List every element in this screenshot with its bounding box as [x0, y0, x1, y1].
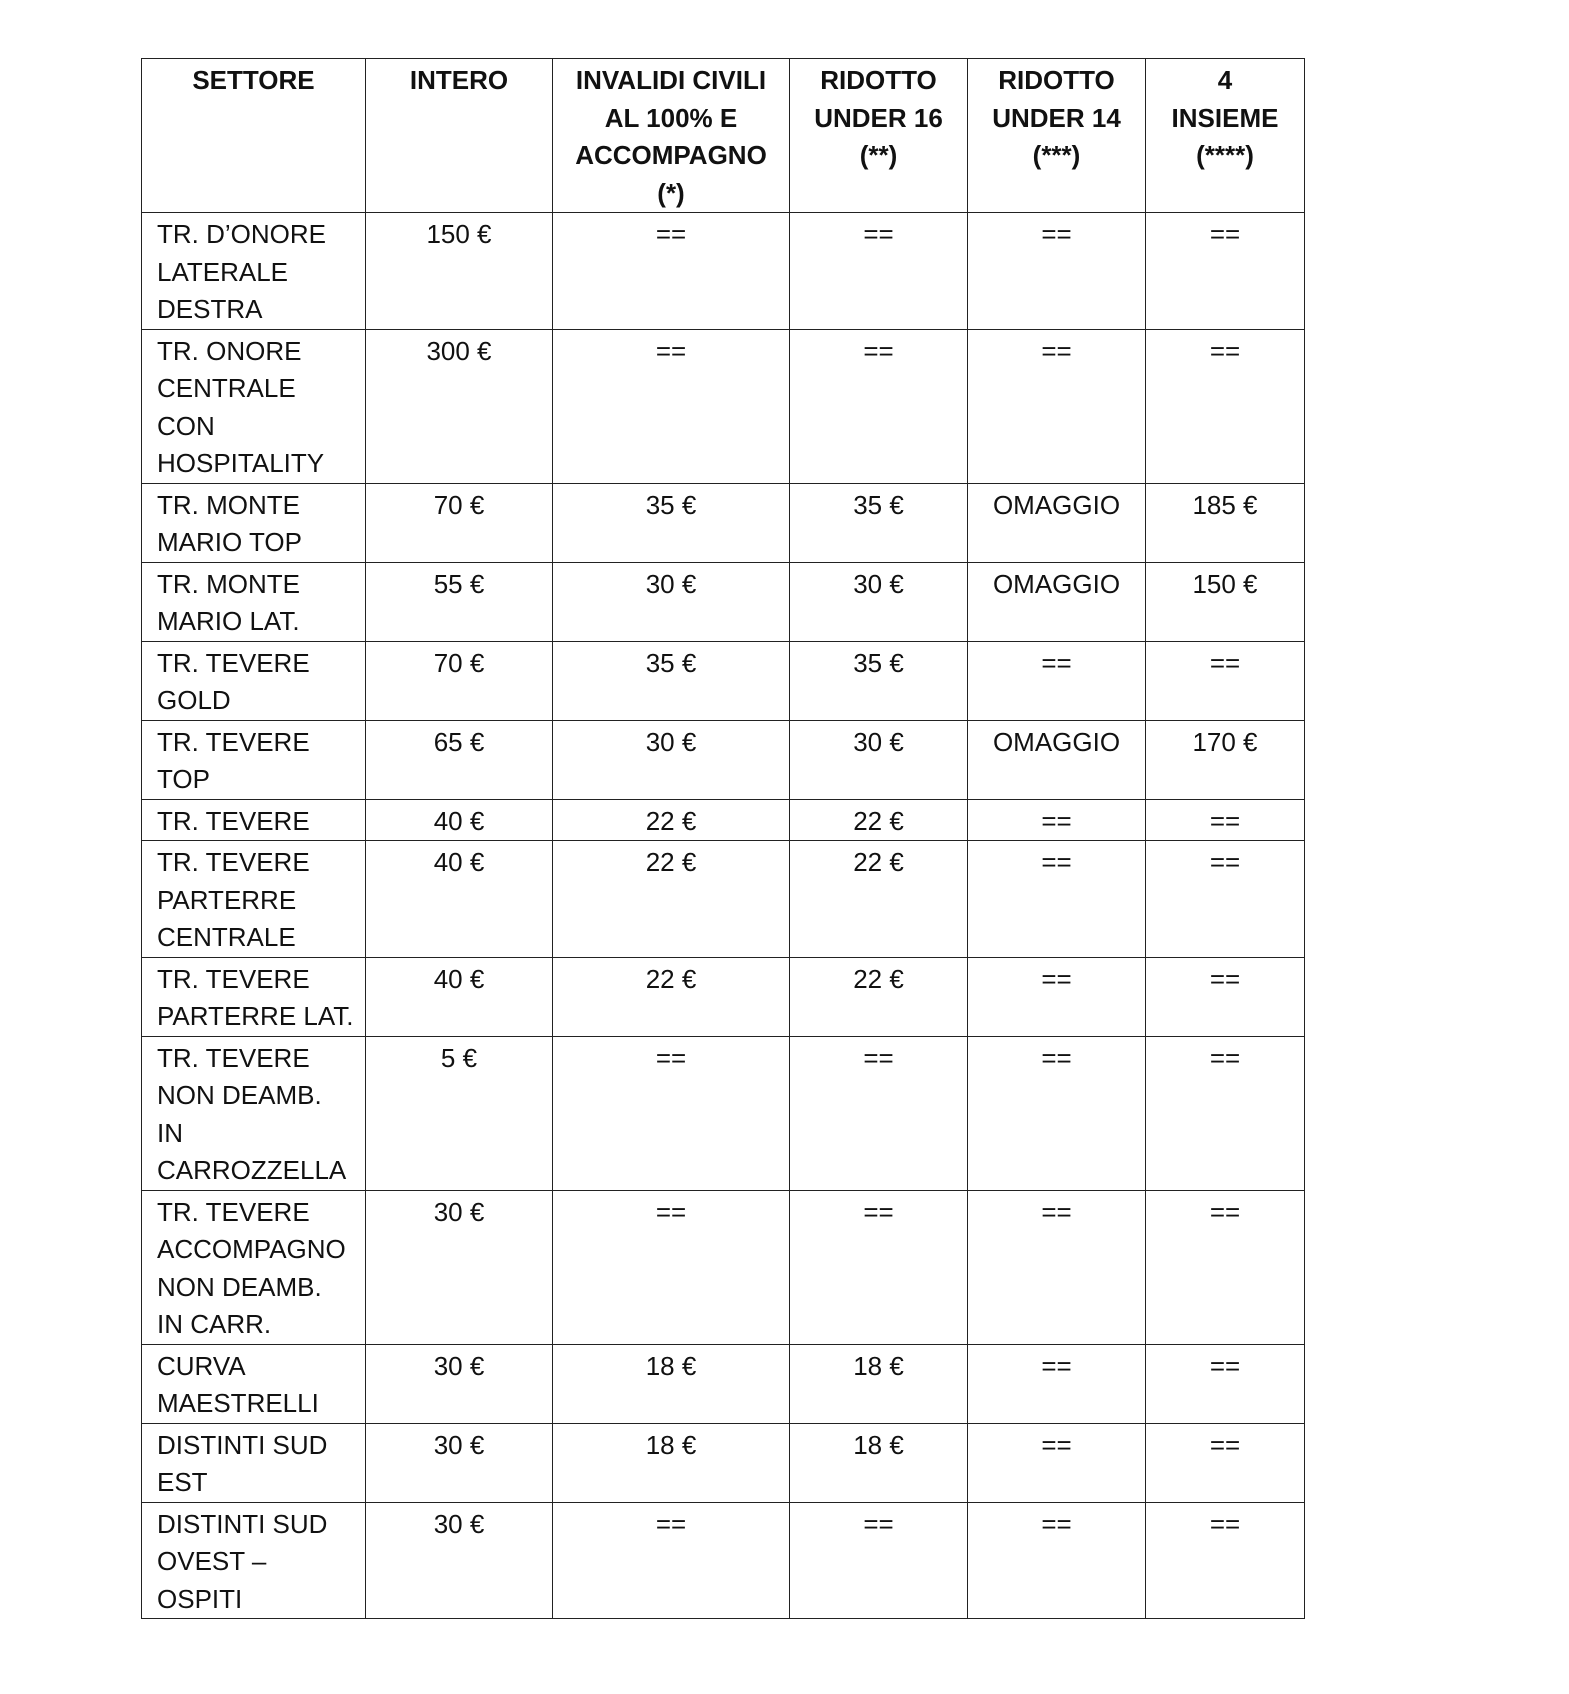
price-invalidi-cell: 35 €: [553, 641, 790, 720]
price-under16-cell: 22 €: [790, 957, 968, 1036]
price-under16-cell: ==: [790, 1190, 968, 1344]
price-intero-cell: 65 €: [366, 720, 553, 799]
price-under14-cell: ==: [968, 1502, 1146, 1619]
price-under16-cell: 35 €: [790, 483, 968, 562]
sector-cell: DISTINTI SUD EST: [142, 1423, 366, 1502]
table-row: [142, 329, 1305, 483]
table-row: [142, 1190, 1305, 1344]
price-under14-cell: ==: [968, 329, 1146, 483]
sector-cell: TR. MONTE MARIO LAT.: [142, 562, 366, 641]
price-4-insieme-cell: ==: [1146, 799, 1305, 841]
ticket-price-table: [141, 58, 1305, 1619]
table-row: [142, 1036, 1305, 1190]
price-4-insieme-cell: ==: [1146, 1036, 1305, 1190]
price-under14-cell: ==: [968, 1036, 1146, 1190]
table-row: [142, 213, 1305, 330]
price-invalidi-cell: ==: [553, 1190, 790, 1344]
column-header-invalidi-civili: INVALIDI CIVILI AL 100% E ACCOMPAGNO (*): [553, 59, 790, 213]
sector-cell: TR. TEVERE PARTERRE LAT.: [142, 957, 366, 1036]
price-intero-cell: 40 €: [366, 841, 553, 958]
sector-cell: DISTINTI SUD OVEST – OSPITI: [142, 1502, 366, 1619]
price-under16-cell: 35 €: [790, 641, 968, 720]
price-intero-cell: 30 €: [366, 1423, 553, 1502]
sector-cell: TR. TEVERE PARTERRE CENTRALE: [142, 841, 366, 958]
price-invalidi-cell: 22 €: [553, 799, 790, 841]
price-4-insieme-cell: ==: [1146, 213, 1305, 330]
column-header-4-insieme: 4 INSIEME (****): [1146, 59, 1305, 213]
column-header-ridotto-under-16: RIDOTTO UNDER 16 (**): [790, 59, 968, 213]
price-under16-cell: 18 €: [790, 1423, 968, 1502]
price-intero-cell: 30 €: [366, 1502, 553, 1619]
price-under14-cell: ==: [968, 213, 1146, 330]
price-intero-cell: 30 €: [366, 1190, 553, 1344]
sector-cell: TR. D’ONORE LATERALE DESTRA: [142, 213, 366, 330]
table-row: [142, 1344, 1305, 1423]
table-row: [142, 562, 1305, 641]
price-under14-cell: ==: [968, 957, 1146, 1036]
price-4-insieme-cell: 185 €: [1146, 483, 1305, 562]
price-intero-cell: 30 €: [366, 1344, 553, 1423]
price-intero-cell: 150 €: [366, 213, 553, 330]
column-header-intero: INTERO: [366, 59, 553, 213]
price-invalidi-cell: 22 €: [553, 841, 790, 958]
price-invalidi-cell: 35 €: [553, 483, 790, 562]
column-header-settore: SETTORE: [142, 59, 366, 213]
price-under14-cell: ==: [968, 841, 1146, 958]
price-under14-cell: ==: [968, 799, 1146, 841]
price-invalidi-cell: 30 €: [553, 562, 790, 641]
price-under16-cell: 22 €: [790, 799, 968, 841]
sector-cell: TR. TEVERE GOLD: [142, 641, 366, 720]
price-under14-cell: OMAGGIO: [968, 483, 1146, 562]
price-intero-cell: 55 €: [366, 562, 553, 641]
price-under14-cell: ==: [968, 1344, 1146, 1423]
price-under16-cell: 30 €: [790, 720, 968, 799]
price-under16-cell: 22 €: [790, 841, 968, 958]
price-invalidi-cell: 18 €: [553, 1423, 790, 1502]
price-4-insieme-cell: ==: [1146, 1423, 1305, 1502]
sector-cell: TR. ONORE CENTRALE CON HOSPITALITY: [142, 329, 366, 483]
table-row: [142, 1502, 1305, 1619]
table-row: [142, 957, 1305, 1036]
sector-cell: CURVA MAESTRELLI: [142, 1344, 366, 1423]
sector-cell: TR. MONTE MARIO TOP: [142, 483, 366, 562]
price-under16-cell: ==: [790, 213, 968, 330]
table-header-row: [142, 59, 1305, 213]
price-4-insieme-cell: ==: [1146, 1344, 1305, 1423]
price-4-insieme-cell: ==: [1146, 957, 1305, 1036]
table-row: [142, 799, 1305, 841]
price-under14-cell: ==: [968, 1423, 1146, 1502]
table-row: [142, 1423, 1305, 1502]
price-4-insieme-cell: ==: [1146, 841, 1305, 958]
table-row: [142, 483, 1305, 562]
price-4-insieme-cell: 170 €: [1146, 720, 1305, 799]
price-intero-cell: 70 €: [366, 641, 553, 720]
price-invalidi-cell: 18 €: [553, 1344, 790, 1423]
column-header-ridotto-under-14: RIDOTTO UNDER 14 (***): [968, 59, 1146, 213]
price-intero-cell: 5 €: [366, 1036, 553, 1190]
table-row: [142, 720, 1305, 799]
price-4-insieme-cell: ==: [1146, 1502, 1305, 1619]
price-invalidi-cell: ==: [553, 1036, 790, 1190]
price-invalidi-cell: ==: [553, 1502, 790, 1619]
price-intero-cell: 300 €: [366, 329, 553, 483]
price-under16-cell: ==: [790, 329, 968, 483]
price-under16-cell: ==: [790, 1502, 968, 1619]
sector-cell: TR. TEVERE TOP: [142, 720, 366, 799]
sector-cell: TR. TEVERE NON DEAMB. IN CARROZZELLA: [142, 1036, 366, 1190]
price-4-insieme-cell: ==: [1146, 641, 1305, 720]
price-under14-cell: ==: [968, 1190, 1146, 1344]
price-invalidi-cell: 30 €: [553, 720, 790, 799]
price-invalidi-cell: ==: [553, 329, 790, 483]
price-4-insieme-cell: ==: [1146, 1190, 1305, 1344]
price-under14-cell: OMAGGIO: [968, 562, 1146, 641]
price-under14-cell: OMAGGIO: [968, 720, 1146, 799]
sector-cell: TR. TEVERE: [142, 799, 366, 841]
price-4-insieme-cell: ==: [1146, 329, 1305, 483]
price-invalidi-cell: ==: [553, 213, 790, 330]
price-under16-cell: 18 €: [790, 1344, 968, 1423]
sector-cell: TR. TEVERE ACCOMPAGNO NON DEAMB. IN CARR.: [142, 1190, 366, 1344]
price-4-insieme-cell: 150 €: [1146, 562, 1305, 641]
price-under14-cell: ==: [968, 641, 1146, 720]
price-intero-cell: 40 €: [366, 799, 553, 841]
price-intero-cell: 40 €: [366, 957, 553, 1036]
price-intero-cell: 70 €: [366, 483, 553, 562]
price-invalidi-cell: 22 €: [553, 957, 790, 1036]
price-under16-cell: ==: [790, 1036, 968, 1190]
table-row: [142, 641, 1305, 720]
price-under16-cell: 30 €: [790, 562, 968, 641]
table-row: [142, 841, 1305, 958]
